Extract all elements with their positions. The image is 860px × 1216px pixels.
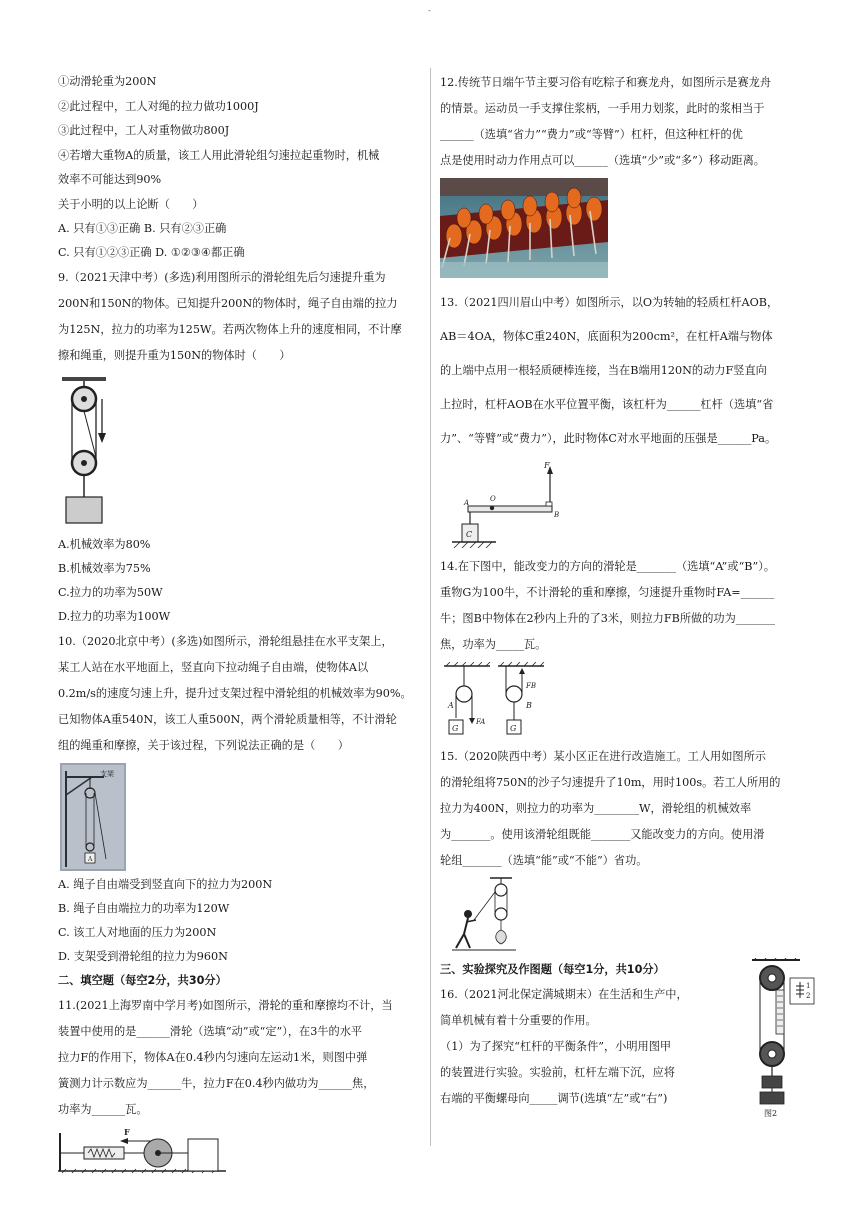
q14-line-3: 牛；图B中物体在2秒内上升的了3米，则拉力FB所做的功为_______	[440, 612, 775, 625]
q14-label-fa: FA	[476, 718, 486, 726]
q11-line-3: 拉力F的作用下，物体A在0.4秒内匀速向左运动1米，则图中弹	[58, 1051, 368, 1064]
q12-line-4: 点是使用时动力作用点可以______（选填“少”或“多”）移动距离。	[440, 154, 765, 167]
question-8-statements	[58, 70, 428, 217]
q16-figure-2	[748, 958, 818, 1118]
q10-line-5: 组的绳重和摩擦，关于该过程，下列说法正确的是（ ）	[58, 739, 349, 752]
q13-label-o: O	[490, 495, 496, 503]
q13-label-b: B	[554, 511, 560, 519]
q16-line-4: 的装置进行实验。实验前，杠杆左端下沉，应将	[440, 1066, 675, 1079]
q14-label-fb: FB	[526, 682, 537, 690]
q11-line-4: 簧测力计示数应为______牛，拉力F在0.4秒内做功为______焦，	[58, 1077, 375, 1090]
q8-option-cd: C. 只有①②③正确 D. ①②③④都正确	[58, 246, 245, 259]
question-10-options	[58, 873, 428, 969]
left-column	[58, 70, 428, 1175]
q11-fig-label: F	[124, 1127, 130, 1137]
q14-label-a: A	[448, 701, 454, 710]
q16-fig-caption: 图2	[764, 1109, 778, 1118]
q16-line-3: （1）为了探究“杠杆的平衡条件”，小明用图甲	[440, 1040, 672, 1053]
q16-fig-label-2: 2	[806, 992, 811, 1000]
q16-fig-label-1: 1	[806, 982, 811, 990]
question-9-stem	[58, 265, 428, 369]
q13-label-c: C	[466, 530, 473, 539]
svg-text:A: A	[88, 856, 93, 863]
q11-line-2: 装置中使用的是______滑轮（选填“动”或“定”），在3牛的水平	[58, 1025, 363, 1038]
q11-line-5: 功率为______瓦。	[58, 1103, 148, 1116]
q15-line-2: 的滑轮组将750N的沙子匀速提升了10m，用时100s。若工人所用的	[440, 776, 781, 789]
question-14-stem	[440, 554, 812, 658]
q13-lever-figure	[450, 462, 580, 554]
q13-line-4: 上拉时，杠杆AOB在水平位置平衡，该杠杆为______杠杆（选填“省	[440, 398, 774, 411]
q14-pulleys-figure	[444, 662, 554, 740]
q8-option-ab: A. 只有①③正确 B. 只有②③正确	[58, 222, 227, 235]
q13-line-1: 13.（2021四川眉山中考）如图所示，以O为转轴的轻质杠杆AOB，	[440, 296, 779, 309]
q12-line-2: 的情景。运动员一手支撑住浆柄，一手用力划浆，此时的浆相当于	[440, 102, 765, 115]
q15-line-1: 15.（2020陕西中考）某小区正在进行改造施工。工人用如图所示	[440, 750, 766, 763]
question-16-block	[440, 982, 812, 1118]
header-mark: -	[428, 6, 431, 15]
question-12-stem	[440, 70, 812, 174]
right-column	[440, 70, 812, 1118]
q14-label-g-a: G	[452, 724, 459, 733]
column-divider	[430, 68, 431, 1146]
q9-pulley-figure	[58, 377, 118, 527]
q8-line-1: ①动滑轮重为200N	[58, 75, 157, 88]
q13-label-a: A	[464, 499, 470, 507]
q12-line-3: ______（选填“省力”“费力”或“等臂”）杠杆，但这种杠杆的优	[440, 128, 743, 141]
q9-line-4: 擦和绳重，则提升重为150N的物体时（ ）	[58, 349, 291, 362]
q10-line-4: 已知物体A重540N，该工人重500N，两个滑轮质量相等，不计滑轮	[58, 713, 397, 726]
q14-label-g-b: G	[510, 724, 517, 733]
q16-line-2: 简单机械有着十分重要的作用。	[440, 1014, 597, 1027]
q15-line-5: 轮组_______（选填“能”或“不能”）省功。	[440, 854, 648, 867]
q13-line-2: AB＝4OA，物体C重240N，底面积为200cm²，在杠杆A端与物体	[440, 330, 773, 343]
section-2-heading: 二、填空题（每空2分，共30分）	[58, 974, 227, 987]
question-13-stem	[440, 286, 812, 456]
q14-line-4: 焦，功率为_____瓦。	[440, 638, 547, 651]
q16-line-1: 16.（2021河北保定满城期末）在生活和生产中，	[440, 988, 688, 1001]
q9-line-3: 为125N，拉力的功率为125W。若两次物体上升的速度相同，不计摩	[58, 323, 402, 336]
question-15-stem	[440, 744, 812, 874]
q14-label-b: B	[526, 701, 532, 710]
q10-line-2: 某工人站在水平地面上，竖直向下拉动绳子自由端，使物体A以	[58, 661, 369, 674]
q9-line-1: 9.（2021天津中考）(多选)利用图所示的滑轮组先后匀速提升重为	[58, 271, 386, 284]
q10-line-1: 10.（2020北京中考）(多选)如图所示，滑轮组悬挂在水平支架上，	[58, 635, 393, 648]
q10-support-figure	[60, 763, 126, 871]
q13-line-3: 的上端中点用一根轻质硬棒连接，当在B端用120N的动力F竖直向	[440, 364, 767, 377]
q14-line-1: 14.在下图中，能改变力的方向的滑轮是_______（选填“A”或“B”）。	[440, 560, 776, 573]
q16-line-5: 右端的平衡螺母向_____调节(选填“左”或“右”)	[440, 1092, 668, 1105]
q10-option-a: A. 绳子自由端受到竖直向下的拉力为200N	[58, 878, 273, 891]
q10-option-b: B. 绳子自由端拉力的功率为120W	[58, 902, 230, 915]
q10-option-c: C. 该工人对地面的压力为200N	[58, 926, 217, 939]
question-11-stem	[58, 993, 428, 1123]
section-3-heading: 三、实验探究及作图题（每空1分，共10分）	[440, 963, 665, 976]
q11-line-1: 11.(2021上海罗南中学月考)如图所示，滑轮的重和摩擦均不计，当	[58, 999, 393, 1012]
question-9-options	[58, 533, 428, 629]
q9-option-d: D.拉力的功率为100W	[58, 610, 171, 623]
q10-fig-label: 支架	[100, 770, 114, 778]
q10-line-3: 0.2m/s的速度匀速上升，提升过支架过程中滑轮组的机械效率为90%。	[58, 687, 412, 700]
q10-option-d: D. 支架受到滑轮组的拉力为960N	[58, 950, 228, 963]
q9-option-c: C.拉力的功率为50W	[58, 586, 163, 599]
question-8-options	[58, 217, 428, 265]
q8-line-4: ④若增大重物A的质量，该工人用此滑轮组匀速拉起重物时，机械	[58, 148, 380, 162]
q15-line-3: 拉力为400N，则拉力的功率为________W，滑轮组的机械效率	[440, 802, 752, 815]
q9-line-2: 200N和150N的物体。已知提升200N的物体时，绳子自由端的拉力	[58, 297, 398, 310]
q8-line-6: 关于小明的以上论断（ ）	[58, 197, 204, 211]
q9-option-b: B.机械效率为75%	[58, 562, 151, 575]
q13-line-5: 力”、“等臂”或“费力”），此时物体C对水平地面的压强是______Pa。	[440, 432, 777, 445]
dragon-boat-photo	[440, 178, 608, 278]
q15-line-4: 为_______。使用该滑轮组既能_______又能改变力的方向。使用滑	[440, 828, 765, 841]
q11-spring-pulley-figure	[58, 1127, 228, 1175]
q14-line-2: 重物G为100牛，不计滑轮的重和摩擦，匀速提升重物时FA=______	[440, 586, 775, 599]
q12-line-1: 12.传统节日端午节主要习俗有吃粽子和赛龙舟，如图所示是赛龙舟	[440, 76, 772, 89]
q8-line-5: 效率不可能达到90%	[58, 173, 162, 186]
question-10-stem	[58, 629, 428, 759]
q8-line-2: ②此过程中，工人对绳的拉力做功1000J	[58, 99, 259, 113]
q15-worker-pulley-figure	[452, 876, 532, 956]
q9-option-a: A.机械效率为80%	[58, 538, 151, 551]
q13-label-f: F	[544, 462, 550, 470]
q8-line-3: ③此过程中，工人对重物做功800J	[58, 124, 230, 137]
